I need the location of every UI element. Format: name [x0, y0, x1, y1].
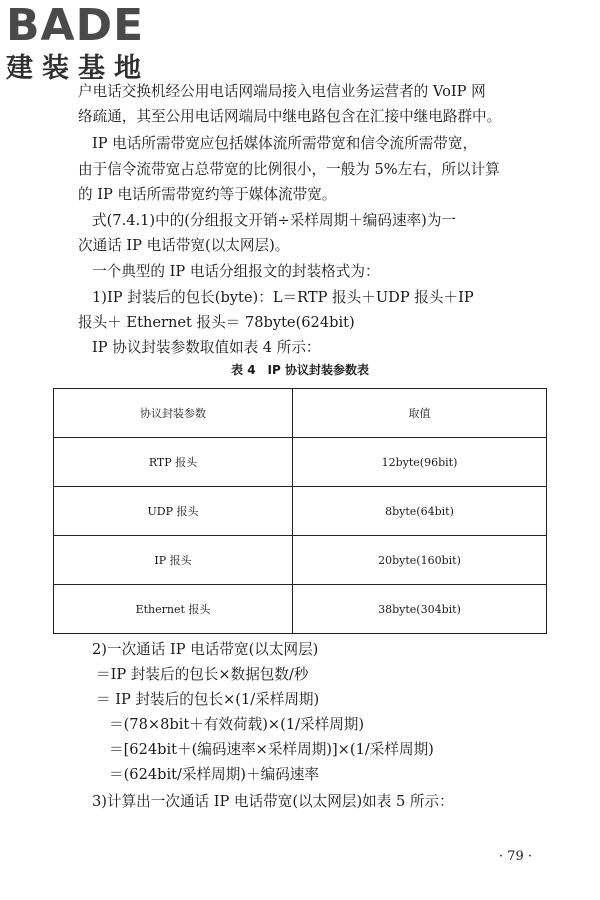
header-cell: 协议封装参数	[54, 389, 293, 438]
table-row	[54, 536, 547, 585]
table-cell: Ethernet 报头	[54, 585, 293, 634]
body-line: 式(7.4.1)中的(分组报文开销÷采样周期＋编码速率)为一	[92, 212, 457, 229]
table-caption: 表 4 IP 协议封装参数表	[231, 363, 369, 377]
logo-tagline: 建装基地	[6, 53, 150, 84]
table-cell: UDP 报头	[54, 487, 293, 536]
body-line: 的 IP 电话所需带宽约等于媒体流带宽。	[78, 186, 337, 203]
body-line: 户电话交换机经公用电话网端局接入电信业务运营者的 VoIP 网	[78, 83, 486, 100]
table-cell: 12byte(96bit)	[293, 438, 547, 487]
body-line: 一个典型的 IP 电话分组报文的封装格式为：	[92, 263, 380, 280]
page-number: · 79 ·	[498, 849, 532, 864]
body-line: 次通话 IP 电话带宽(以太网层)。	[78, 237, 290, 254]
table-header-row	[54, 389, 547, 438]
body-line: IP 电话所需带宽应包括媒体流所需带宽和信令流所需带宽，	[92, 135, 478, 152]
formula-line: ＝(78×8bit＋有效荷载)×(1/采样周期)	[109, 716, 365, 733]
body-line: IP 协议封装参数取值如表 4 所示：	[92, 339, 321, 356]
header-cell: 取值	[293, 389, 547, 438]
table-row	[54, 487, 547, 536]
body-line: 报头＋ Ethernet 报头＝ 78byte(624bit)	[78, 314, 355, 331]
table-cell: RTP 报头	[54, 438, 293, 487]
formula-line: ＝(624bit/采样周期)＋编码速率	[109, 766, 319, 783]
table-cell: 8byte(64bit)	[293, 487, 547, 536]
body-line: 由于信令流带宽占总带宽的比例很小，一般为 5%左右，所以计算	[78, 161, 500, 178]
formula-line: ＝ IP 封装后的包长×(1/采样周期)	[96, 691, 320, 708]
table-cell: IP 报头	[54, 536, 293, 585]
formula-line: ＝IP 封装后的包长×数据包数/秒	[96, 666, 309, 683]
formula-line: ＝[624bit＋(编码速率×采样周期)]×(1/采样周期)	[109, 741, 434, 758]
table-row	[54, 438, 547, 487]
table-row	[54, 585, 547, 634]
body-line: 2)一次通话 IP 电话带宽(以太网层)	[92, 641, 319, 658]
body-line: 1)IP 封装后的包长(byte)：L＝RTP 报头＋UDP 报头＋IP	[92, 289, 474, 306]
body-line: 络疏通，其至公用电话网端局中继电路包含在汇接中继电路群中。	[78, 108, 502, 125]
publisher-logo	[6, 0, 176, 86]
logo-brand: BADE	[6, 0, 145, 51]
body-line: 3)计算出一次通话 IP 电话带宽(以太网层)如表 5 所示：	[92, 793, 454, 810]
table-cell: 38byte(304bit)	[293, 585, 547, 634]
parameter-table	[53, 388, 547, 634]
table-cell: 20byte(160bit)	[293, 536, 547, 585]
